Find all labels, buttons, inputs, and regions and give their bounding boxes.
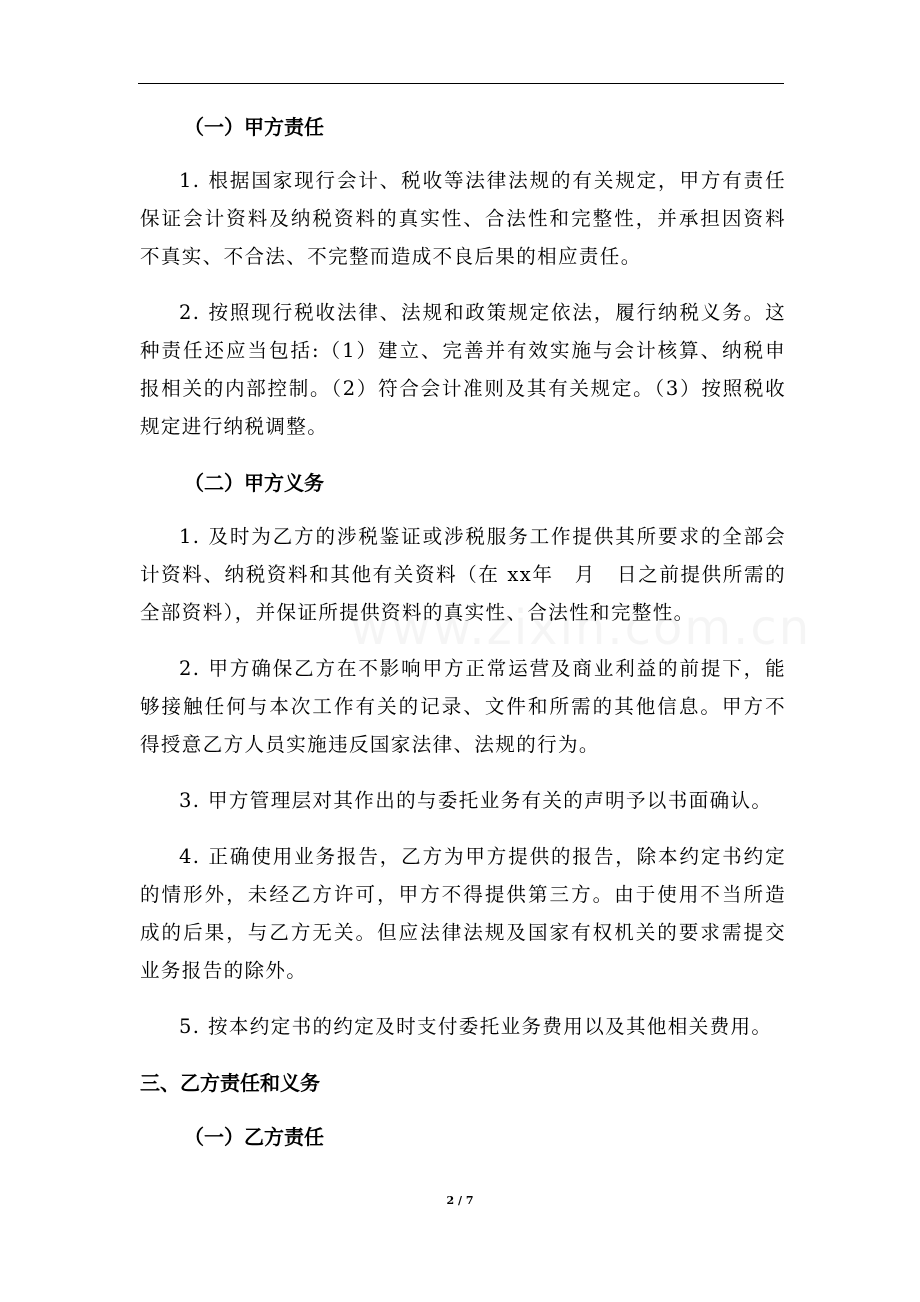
document-body bbox=[140, 108, 786, 1156]
paragraph-1-2: 2. 按照现行税收法律、法规和政策规定依法，履行纳税义务。这种责任还应当包括:（1）建立、完善并有效实施与会计核算、纳税申报相关的内部控制。（2）符合会计准则及其有关规定。（3）按照税收规定进行纳税调整。 bbox=[140, 301, 786, 438]
section-heading-party-a-obligations: （二）甲方义务 bbox=[184, 471, 324, 495]
paragraph-1-1: 1. 根据国家现行会计、税收等法律法规的有关规定，甲方有责任保证会计资料及纳税资料的真实性、合法性和完整性，并承担因资料不真实、不合法、不完整而造成不良后果的相应责任。 bbox=[140, 169, 786, 268]
paragraph-2-3: 3. 甲方管理层对其作出的与委托业务有关的声明予以书面确认。 bbox=[179, 789, 773, 812]
section-heading-party-a-responsibilities: （一）甲方责任 bbox=[184, 115, 324, 139]
paragraph-2-5: 5. 按本约定书的约定及时支付委托业务费用以及其他相关费用。 bbox=[179, 1015, 773, 1038]
paragraph-2-4: 4. 正确使用业务报告，乙方为甲方提供的报告，除本约定书约定的情形外，未经乙方许可，甲方不得提供第三方。由于使用不当所造成的后果，与乙方无关。但应法律法规及国家有权机关的要求需提交业务报告的除外。 bbox=[140, 845, 786, 982]
paragraph-2-2: 2. 甲方确保乙方在不影响甲方正常运营及商业利益的前提下，能够接触任何与本次工作有关的记录、文件和所需的其他信息。甲方不得授意乙方人员实施违反国家法律、法规的行为。 bbox=[140, 657, 786, 756]
section-subheading-party-b-responsibilities: （一）乙方责任 bbox=[184, 1125, 324, 1149]
page-number: 2 / 7 bbox=[446, 1194, 474, 1207]
header-rule bbox=[138, 83, 784, 84]
section-heading-party-b: 三、乙方责任和义务 bbox=[140, 1071, 320, 1095]
paragraph-2-1: 1. 及时为乙方的涉税鉴证或涉税服务工作提供其所要求的全部会计资料、纳税资料和其他有关资料（在 xx年 月 日之前提供所需的全部资料），并保证所提供资料的真实性、合法性和完整性。 bbox=[140, 525, 786, 624]
